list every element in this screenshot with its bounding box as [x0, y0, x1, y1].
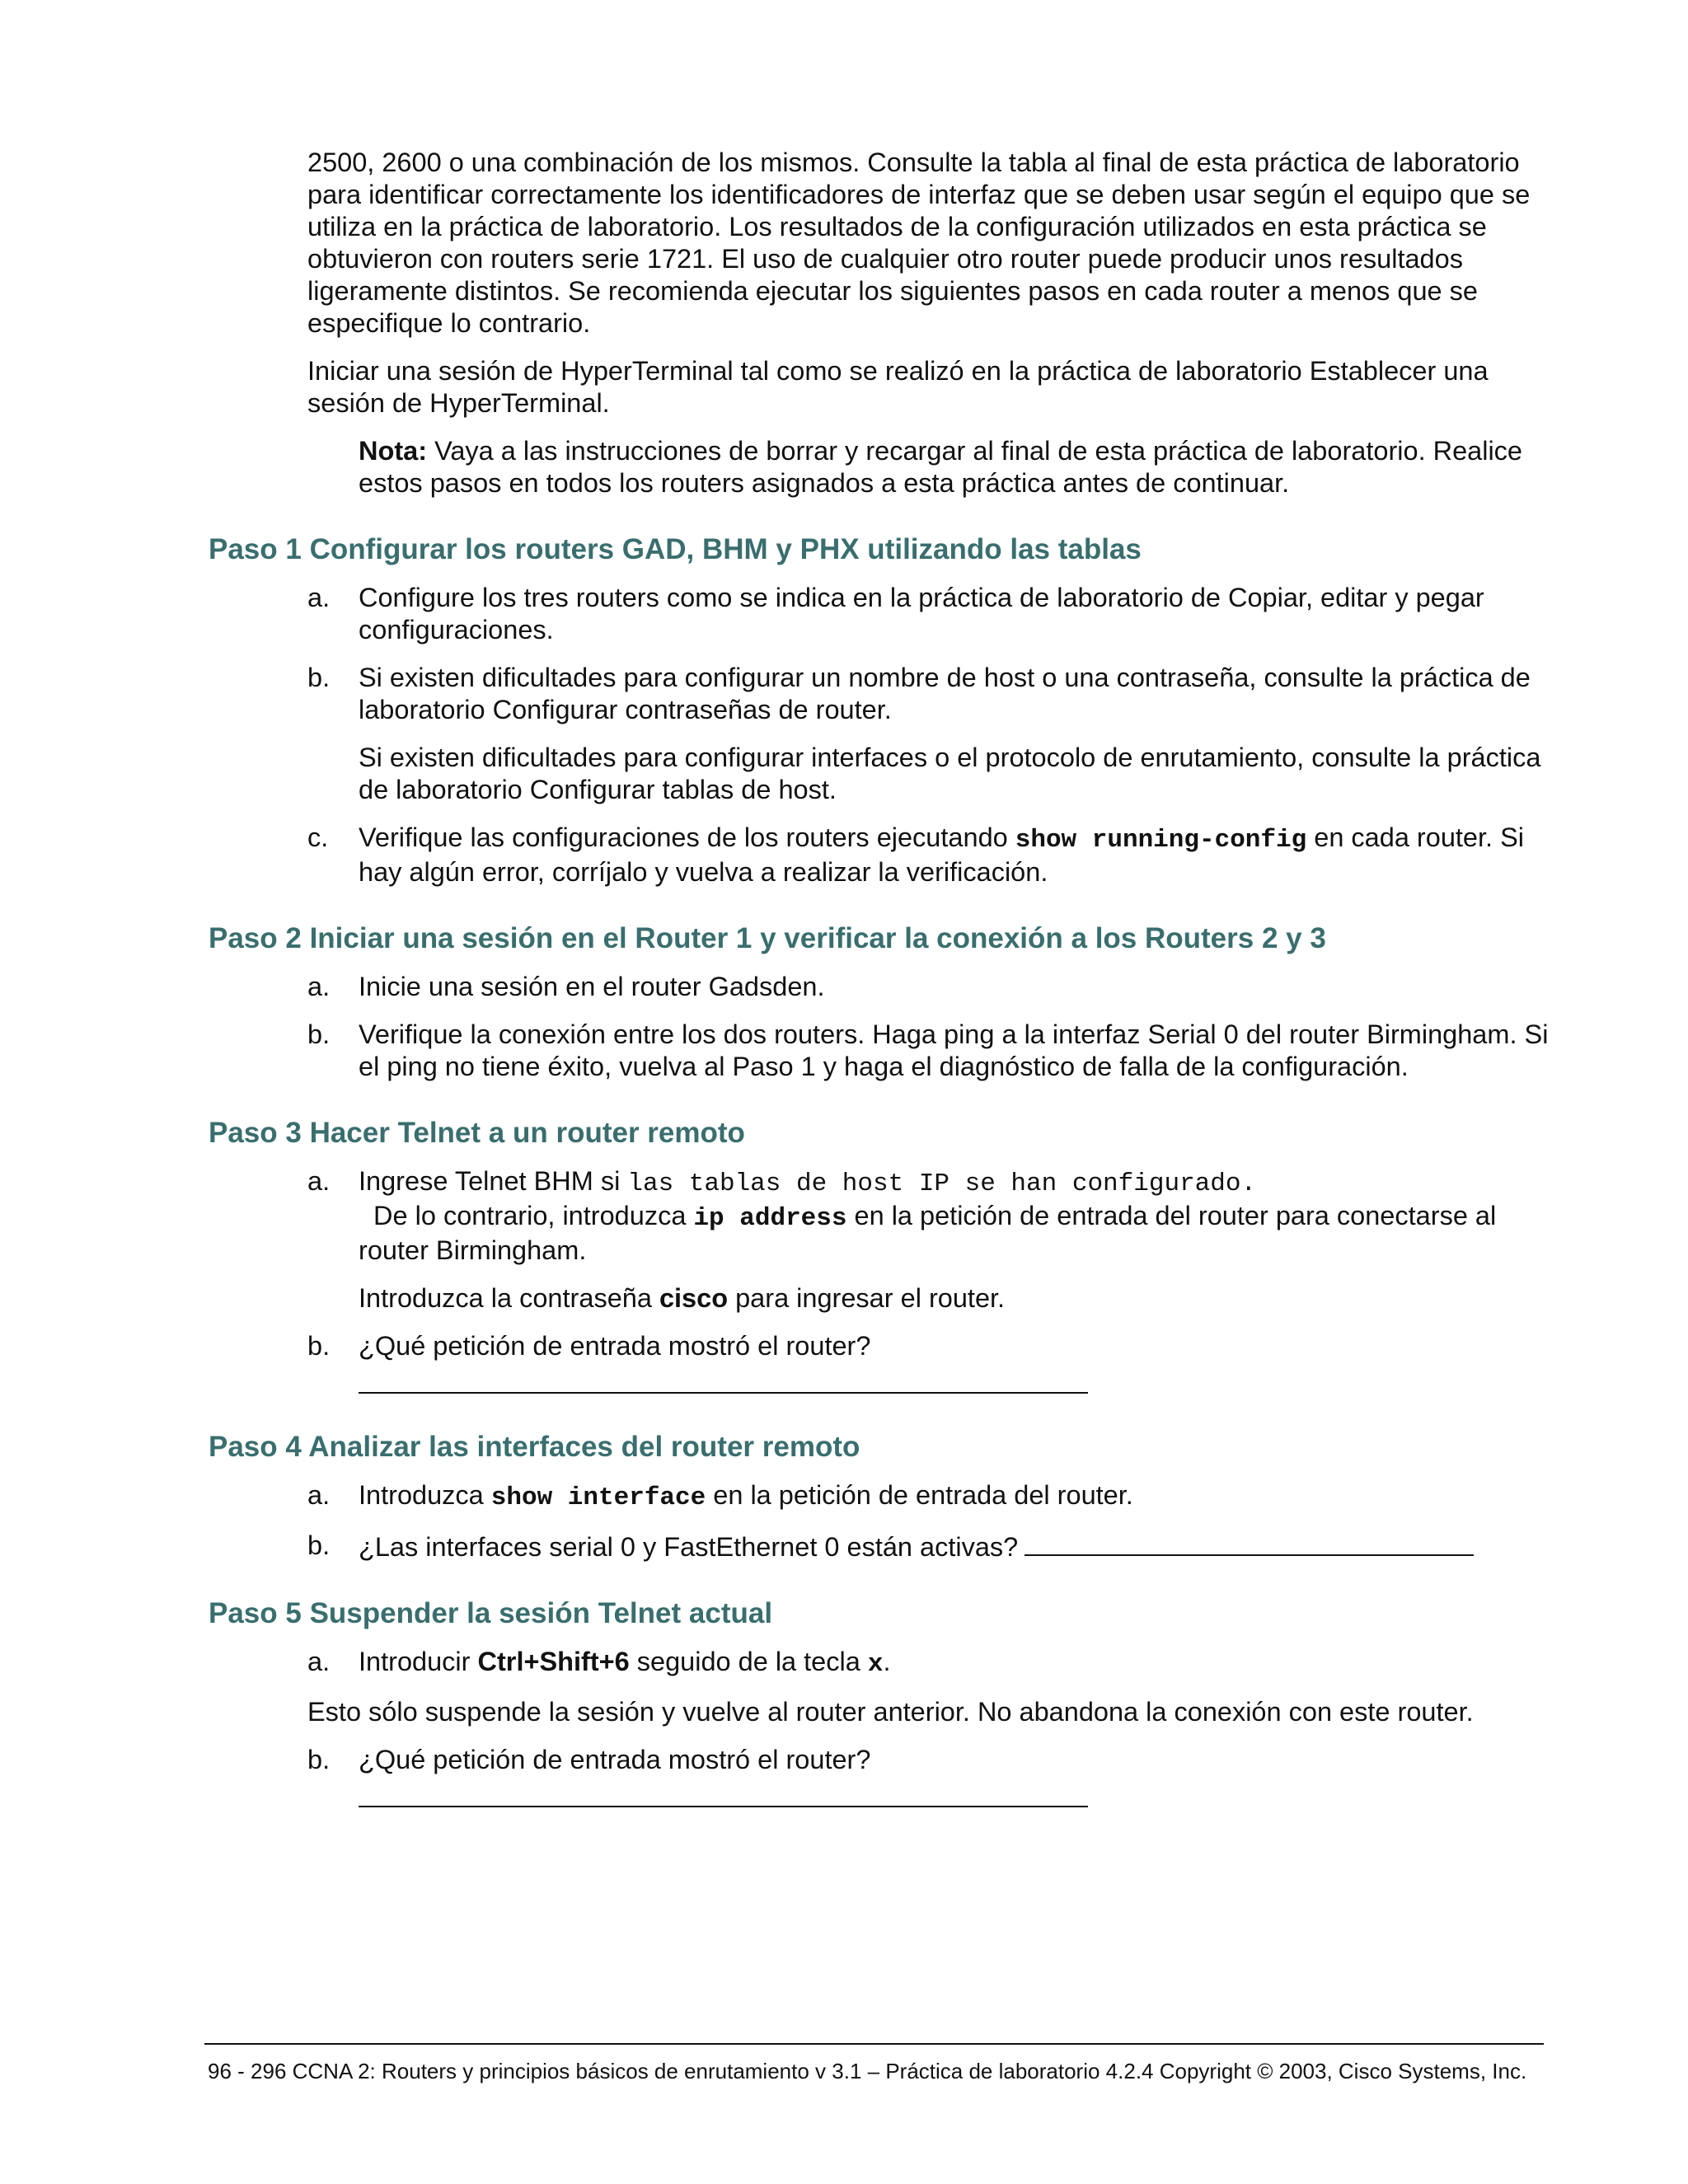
footer-divider [204, 2043, 1544, 2045]
step-1-item-c [307, 822, 1560, 888]
answer-blank[interactable] [1025, 1530, 1474, 1556]
item-marker: a. [307, 1480, 331, 1510]
item-text: Inicie una sesión en el router Gadsden. [359, 972, 825, 1001]
step-1-item-b [307, 662, 1560, 726]
item-text: ¿Las interfaces serial 0 y FastEthernet 0 están activas? [359, 1532, 1019, 1562]
step-5-item-a [307, 1646, 1560, 1680]
key-x: x [867, 1650, 884, 1679]
item-marker: b. [307, 1530, 331, 1560]
step-3-heading: Paso 3 Hacer Telnet a un router remoto [209, 1117, 745, 1149]
intro-paragraph: 2500, 2600 o una combinación de los mismos. Consulte la tabla al final de esta práctica de laboratorio para identificar correctamente los identificadores de interfaz que se deben usar según el equipo que se utiliza en la práctica de laboratorio. Los resultados de la configuración utilizados en esta práctica se obtuvieron con routers serie 1721. El uso de cualquier otro router puede producir unos resultados ligeramente distintos. Se recomienda ejecutar los siguientes pasos en cada router a menos que se especifique lo contrario. [307, 148, 1531, 338]
item-text: De lo contrario, introduzca [359, 1201, 694, 1230]
step-3-answer-line [307, 1367, 1560, 1397]
item-marker: b. [307, 1019, 331, 1049]
item-marker: b. [307, 1745, 331, 1774]
item-text: Ingrese Telnet BHM si [359, 1166, 628, 1196]
item-text: en la petición de entrada del router. [706, 1480, 1133, 1510]
hyperterminal-paragraph: Iniciar una sesión de HyperTerminal tal como se realizó en la práctica de laboratorio Establecer una sesión de HyperTerminal. [307, 356, 1489, 418]
page-footer: 96 - 296 CCNA 2: Routers y principios básicos de enrutamiento v 3.1 – Práctica de laboratorio 4.2.4 Copyright © 2003, Cisco Systems, Inc. [208, 2059, 1527, 2083]
item-text: Introduzca la contraseña [359, 1283, 659, 1313]
item-marker: c. [307, 823, 329, 852]
step-4-item-a [307, 1479, 1560, 1514]
item-text: Introduzca [359, 1480, 491, 1510]
item-marker: a. [307, 583, 331, 612]
item-text: Si existen dificultades para configurar un nombre de host o una contraseña, consulte la práctica de laboratorio Configurar contraseñas de router. [359, 663, 1531, 724]
item-text: Configure los tres routers como se indica en la práctica de laboratorio de Copiar, editar y pegar configuraciones. [359, 583, 1484, 644]
item-text: Verifique la conexión entre los dos routers. Haga ping a la interfaz Serial 0 del router Birmingham. Si el ping no tiene éxito, vuelva al Paso 1 y haga el diagnóstico de falla de la configuración. [359, 1019, 1549, 1081]
step-1-item-a [307, 582, 1560, 646]
item-text: ¿Qué petición de entrada mostró el router? [359, 1331, 871, 1361]
step-3-item-a [307, 1165, 1560, 1267]
step-3-item-a-extra [307, 1282, 1560, 1315]
step-4-heading: Paso 4 Analizar las interfaces del router remoto [209, 1431, 860, 1463]
step-5-heading: Paso 5 Suspender la sesión Telnet actual [209, 1597, 773, 1629]
step-5-item-b [307, 1744, 1560, 1776]
answer-blank[interactable] [359, 1367, 1088, 1394]
item-marker: b. [307, 663, 331, 692]
step-2-item-a [307, 971, 1560, 1003]
item-marker: a. [307, 1166, 331, 1196]
password-cisco: cisco [659, 1283, 729, 1313]
answer-blank[interactable] [359, 1781, 1088, 1807]
note-label: Nota: [359, 436, 428, 466]
item-text: en la petición de entrada del router para conectarse al router Birmingham. [359, 1201, 1497, 1265]
item-marker: b. [307, 1331, 331, 1361]
mono-text: las tablas de host IP se han configurado. [627, 1169, 1257, 1198]
item-text: Verifique las configuraciones de los routers ejecutando [359, 823, 1015, 852]
item-text: ¿Qué petición de entrada mostró el router? [359, 1745, 871, 1774]
item-text: en cada router. Si hay algún error, corríjalo y vuelva a realizar la verificación. [359, 823, 1524, 887]
step-5-answer-line [307, 1781, 1560, 1811]
step-3-item-b [307, 1330, 1560, 1362]
step-4-item-b [307, 1530, 1560, 1563]
note-text: Vaya a las instrucciones de borrar y recargar al final de esta práctica de laboratorio. Realice estos pasos en todos los routers asignados a esta práctica antes de continuar. [359, 436, 1523, 498]
key-combination: Ctrl+Shift+6 [477, 1647, 630, 1676]
command-show-running-config: show running-config [1015, 826, 1307, 855]
item-marker: a. [307, 972, 331, 1001]
item-text: para ingresar el router. [728, 1283, 1006, 1313]
step-1-item-b-extra: Si existen dificultades para configurar interfaces o el protocolo de enrutamiento, consulte la práctica de laboratorio Configurar tablas de host. [359, 743, 1541, 804]
command-ip-address: ip address [693, 1204, 847, 1233]
command-show-interface: show interface [490, 1483, 706, 1512]
step-5-note: Esto sólo suspende la sesión y vuelve al router anterior. No abandona la conexión con este router. [307, 1697, 1474, 1727]
step-2-heading: Paso 2 Iniciar una sesión en el Router 1 y verificar la conexión a los Routers 2 y 3 [209, 922, 1326, 954]
item-text: . [883, 1647, 891, 1676]
item-marker: a. [307, 1647, 331, 1676]
note-paragraph [359, 435, 1560, 499]
item-text: seguido de la tecla [629, 1647, 868, 1676]
step-2-item-b [307, 1019, 1560, 1083]
step-1-heading: Paso 1 Configurar los routers GAD, BHM y PHX utilizando las tablas [209, 533, 1142, 565]
item-text: Introducir [359, 1647, 478, 1676]
page-content [209, 147, 1560, 1811]
